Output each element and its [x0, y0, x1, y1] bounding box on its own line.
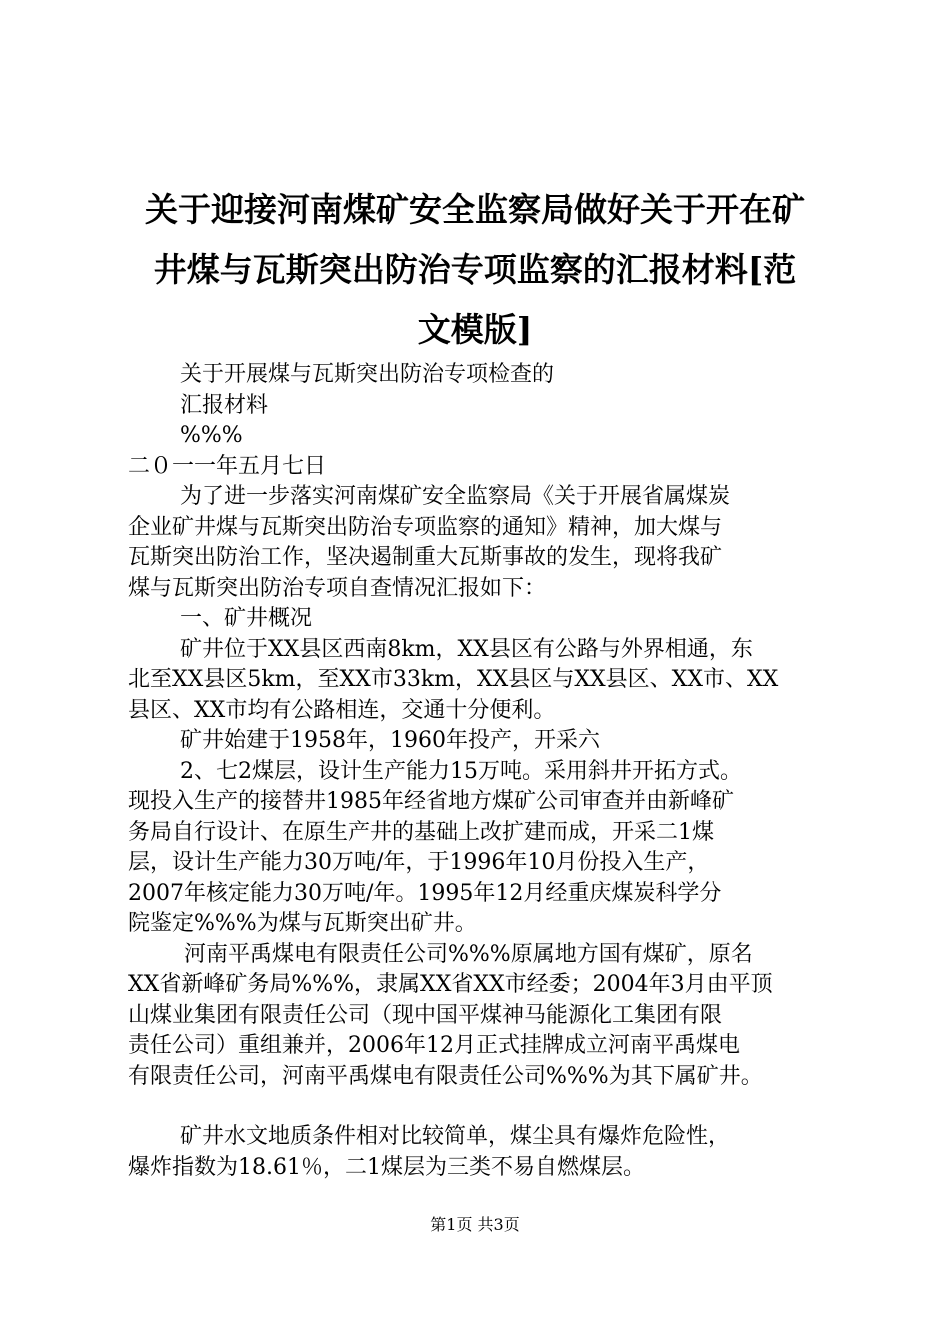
text-line: 汇报材料: [180, 392, 269, 418]
text-line: XX省新峰矿务局%%%，隶属XX省XX市经委；2004年3月由平顶: [128, 972, 773, 997]
text-line: 矿井水文地质条件相对比较简单，煤尘具有爆炸危险性，: [180, 1124, 731, 1149]
text-line: 北至XX县区5km，至XX市33km，XX县区与XX县区、XX市、XX: [128, 667, 779, 692]
text-line: 矿井位于XX县区西南8km，XX县区有公路与外界相通，东: [180, 636, 753, 662]
document-body: [128, 360, 833, 1183]
text-line: %%%: [180, 423, 243, 448]
text-line: 院鉴定%%%为煤与瓦斯突出矿井。: [128, 911, 477, 936]
title-line: 文模版]: [417, 310, 533, 349]
text-line: 为了进一步落实河南煤矿安全监察局《关于开展省属煤炭: [180, 484, 731, 509]
text-line: 务局自行设计、在原生产井的基础上改扩建而成，开采二1煤: [128, 819, 714, 845]
document-title: [120, 180, 830, 360]
text-line: 煤与瓦斯突出防治专项自查情况汇报如下：: [128, 575, 547, 601]
date-line: 二０一一年五月七日: [128, 453, 327, 479]
text-line: 2、七2煤层，设计生产能力15万吨。采用斜井开拓方式。: [180, 758, 742, 784]
text-line: 关于开展煤与瓦斯突出防治专项检查的: [180, 362, 555, 387]
text-line: 山煤业集团有限责任公司（现中国平煤神马能源化工集团有限: [128, 1002, 723, 1028]
text-line: 矿井始建于1958年，1960年投产，开采六: [180, 728, 600, 753]
title-line: 井煤与瓦斯突出防治专项监察的汇报材料[范: [153, 250, 797, 289]
text-line: 责任公司）重组兼并，2006年12月正式挂牌成立河南平禹煤电: [128, 1033, 740, 1058]
title-line: 关于迎接河南煤矿安全监察局做好关于开在矿: [145, 190, 805, 229]
text-line: 有限责任公司，河南平禹煤电有限责任公司%%%为其下属矿井。: [128, 1063, 763, 1089]
text-line: 县区、XX市均有公路相连，交通十分便利。: [128, 697, 556, 723]
text-line: 2007年核定能力30万吨/年。1995年12月经重庆煤炭科学分: [128, 880, 722, 906]
text-line: 河南平禹煤电有限责任公司%%%原属地方国有煤矿，原名: [184, 941, 753, 967]
page-footer: 第1页 共3页: [430, 1215, 520, 1234]
section-heading: 一、矿井概况: [180, 606, 313, 631]
paragraph-gap: [128, 1092, 833, 1122]
text-line: 企业矿井煤与瓦斯突出防治专项监察的通知》精神，加大煤与: [128, 514, 723, 540]
text-line: 层，设计生产能力30万吨/年，于1996年10月份投入生产，: [128, 850, 710, 875]
text-line: 爆炸指数为18.61％，二1煤层为三类不易自燃煤层。: [128, 1154, 645, 1180]
text-line: 现投入生产的接替井1985年经省地方煤矿公司审查并由新峰矿: [128, 789, 734, 814]
text-line: 瓦斯突出防治工作，坚决遏制重大瓦斯事故的发生，现将我矿: [128, 545, 723, 570]
